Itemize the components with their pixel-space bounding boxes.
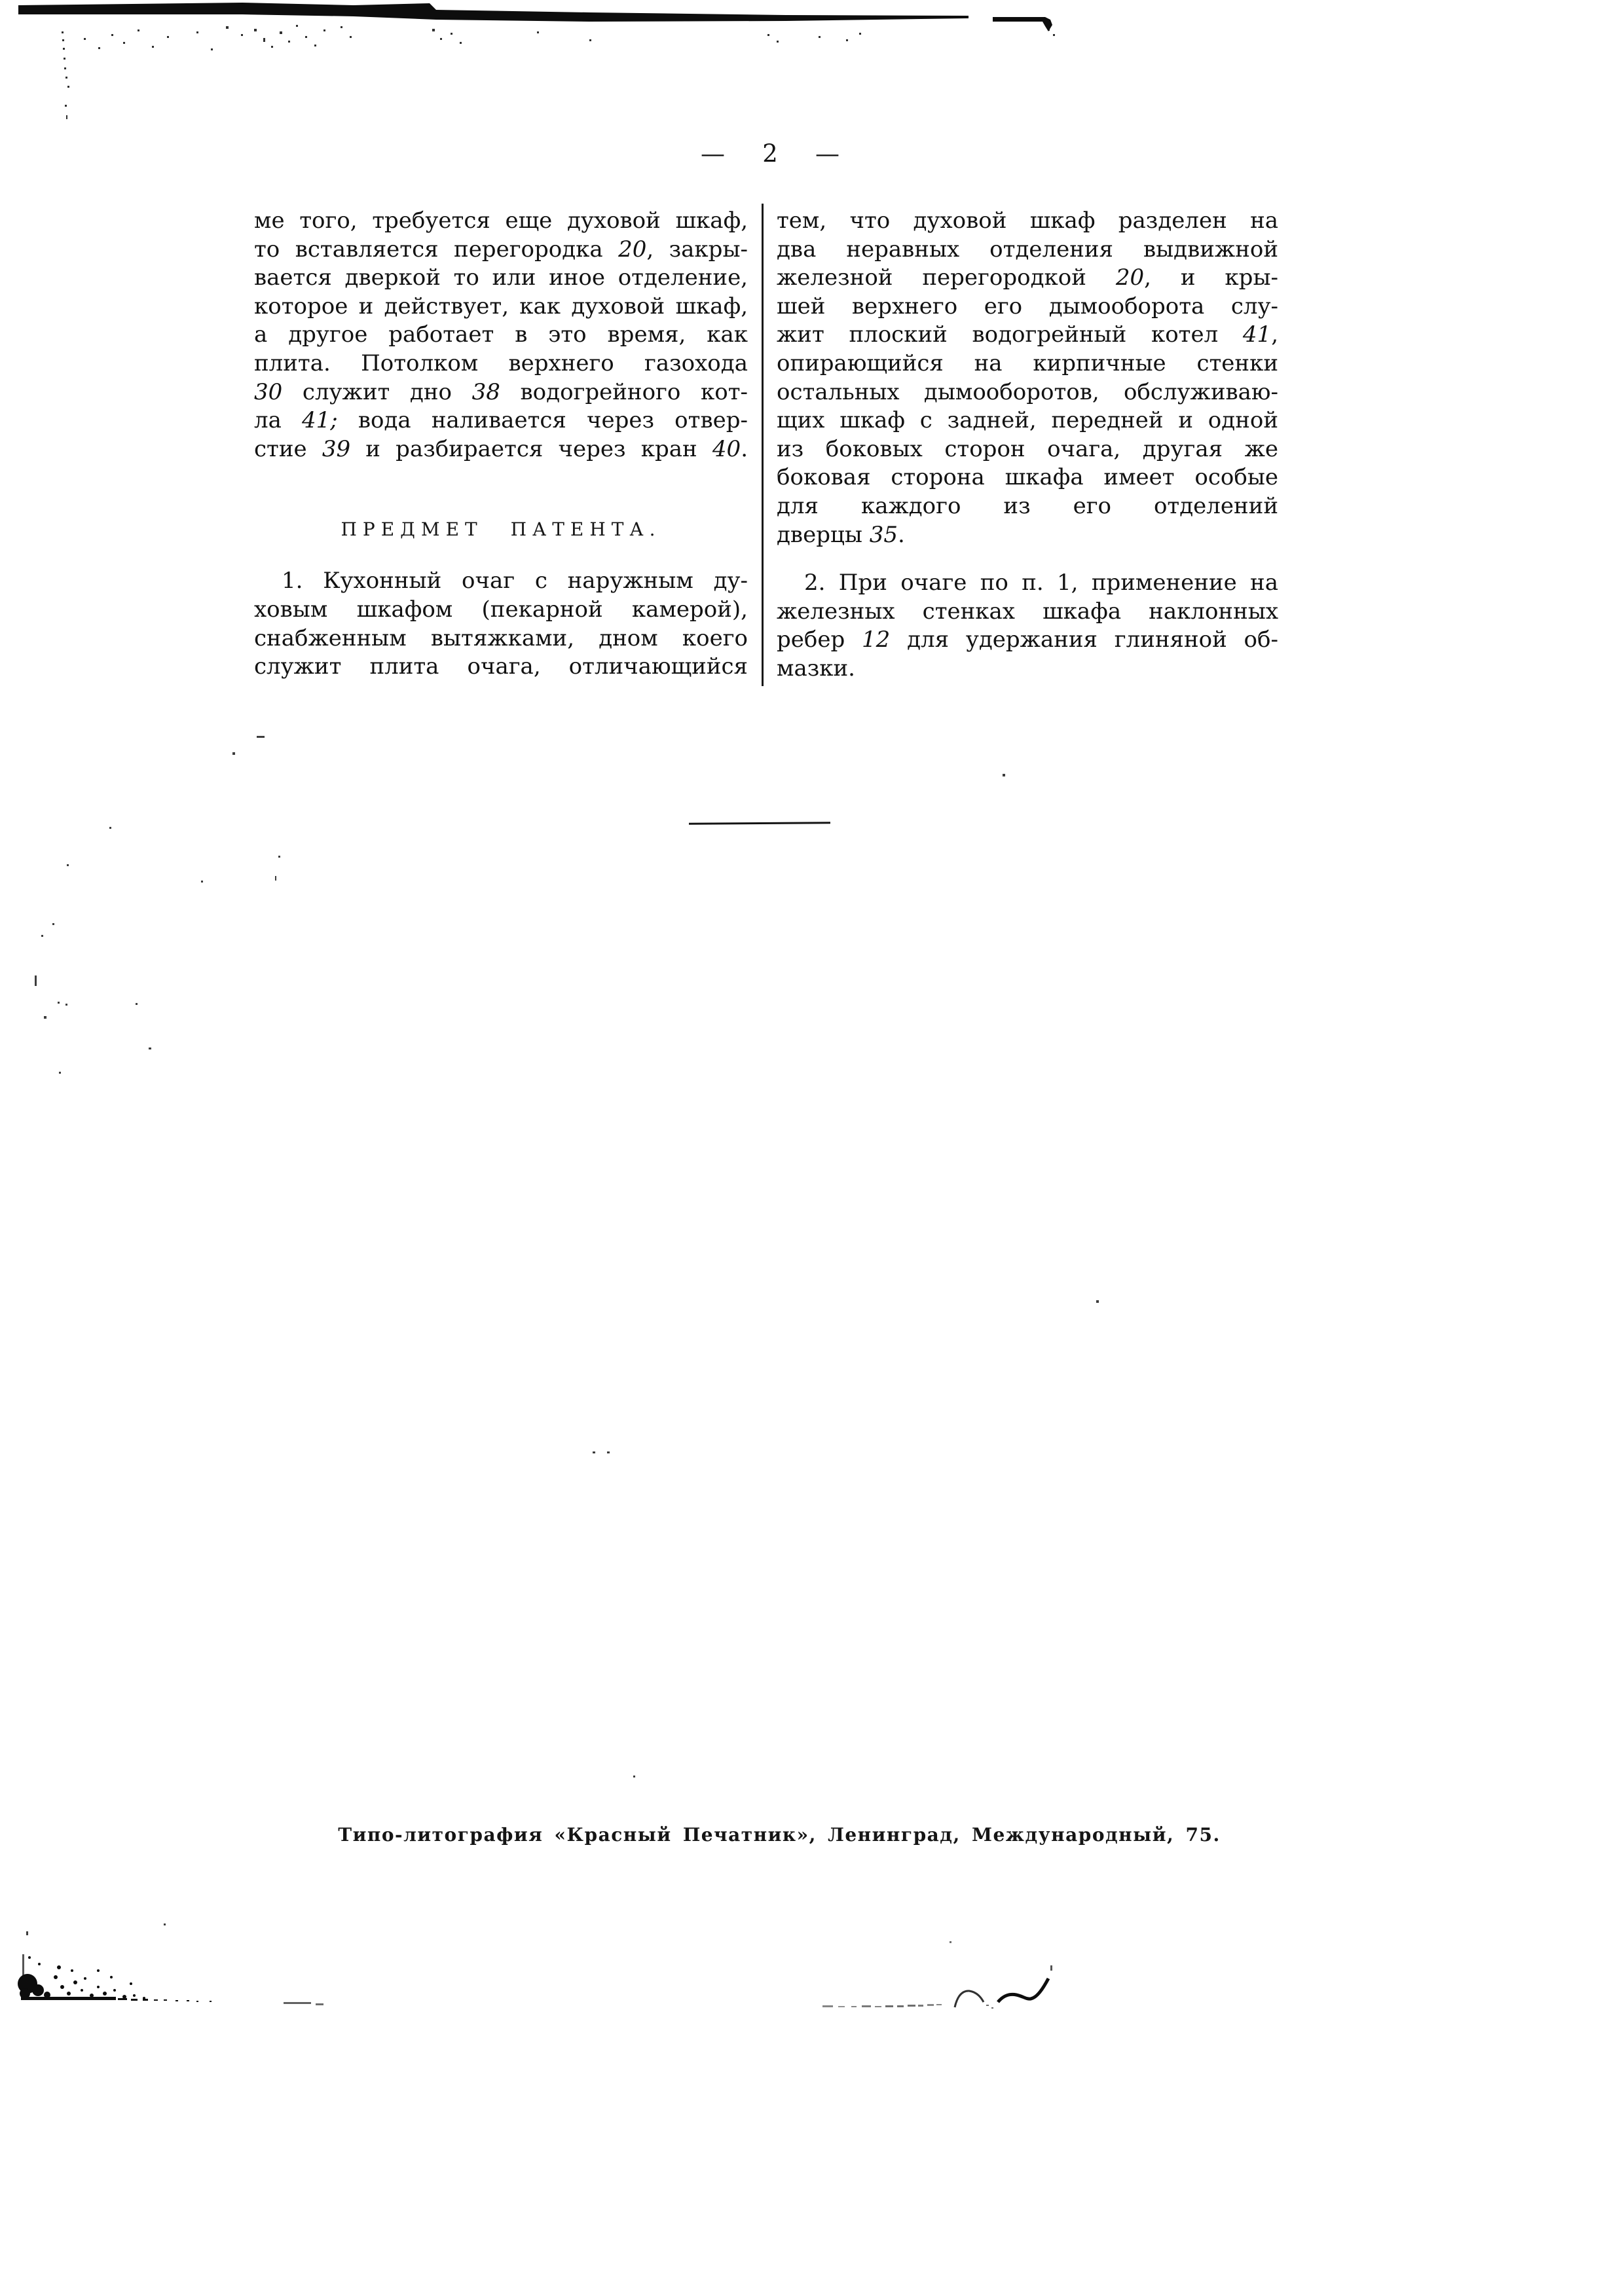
claim-2-paragraph [777, 569, 1278, 683]
left-column-intro-paragraph [254, 207, 748, 464]
text-line: тем, что духовой шкаф разделен на [777, 208, 1278, 234]
text-line: 1. Кухонный очаг с наружным ду- [282, 568, 748, 594]
text-line: железных стенках шкафа наклонных [777, 598, 1278, 625]
text-line: плита. Потолком верхнего газохода [254, 350, 748, 376]
text-line: шей верхнего его дымооборота слу- [777, 293, 1278, 319]
page-number-dash-left: — [701, 139, 725, 168]
text-line: 2. При очаге по п. 1, применение на [804, 570, 1278, 596]
text-line: которое и действует, как духовой шкаф, [254, 293, 748, 319]
text-line: из боковых сторон очага, другая же [777, 435, 1278, 462]
text-line: ме того, требуется еще духовой шкаф, [254, 208, 748, 234]
text-line: а другое работает в это время, как [254, 321, 748, 348]
right-column [777, 207, 1278, 683]
top-edge-ink-segment [993, 17, 1052, 31]
text-line: щих шкаф с задней, передней и одной [777, 407, 1278, 434]
bottom-right-ink-marks [822, 1941, 1052, 2009]
page-number-dash-right: — [815, 139, 840, 168]
text-line: служит плита очага, отличающийся [254, 653, 748, 680]
text-line: 30 служит дно 38 водогрейного кот- [254, 378, 748, 405]
text-line: остальных дымооборотов, обслуживаю- [777, 378, 1278, 405]
text-line: снабженным вытяжками, дном коего [254, 625, 748, 651]
page-number [701, 140, 840, 168]
text-line: ховым шкафом (пекарной камерой), [254, 596, 748, 623]
text-line: дверцы 35. [777, 521, 905, 548]
left-column [254, 207, 748, 682]
claims-heading: ПРЕДМЕТ ПАТЕНТА. [341, 519, 661, 541]
bottom-left-blotch [18, 1954, 323, 2005]
text-line: железной перегородкой 20, и кры- [777, 264, 1278, 291]
text-line: вается дверкой то или иное отделение, [254, 264, 748, 291]
text-line: мазки. [777, 655, 855, 682]
text-line: ребер 12 для удержания глиняной об- [777, 627, 1278, 653]
claim-1-paragraph [254, 567, 748, 681]
text-line: жит плоский водогрейный котел 41, [777, 321, 1278, 348]
column-divider-rule [762, 204, 764, 686]
printer-imprint: Типо-литография «Красный Печатник», Ленинград, Международный, 75. [338, 1824, 1221, 1846]
text-line: то вставляется перегородка 20, закры- [254, 236, 748, 263]
text-line: боковая сторона шкафа имеет особые [777, 464, 1278, 491]
text-line: стие 39 и разбирается через кран 40. [254, 435, 748, 462]
text-line: ла 41; вода наливается через отвер- [254, 407, 748, 434]
text-line: два неравных отделения выдвижной [777, 236, 1278, 263]
claim-1-continuation-paragraph [777, 207, 1278, 549]
end-of-text-separator-rule [689, 822, 830, 825]
text-line: опирающийся на кирпичные стенки [777, 350, 1278, 376]
top-edge-ink-band [18, 3, 969, 22]
text-line: для каждого из его отделений [777, 492, 1278, 519]
page-number-value: 2 [762, 139, 778, 168]
